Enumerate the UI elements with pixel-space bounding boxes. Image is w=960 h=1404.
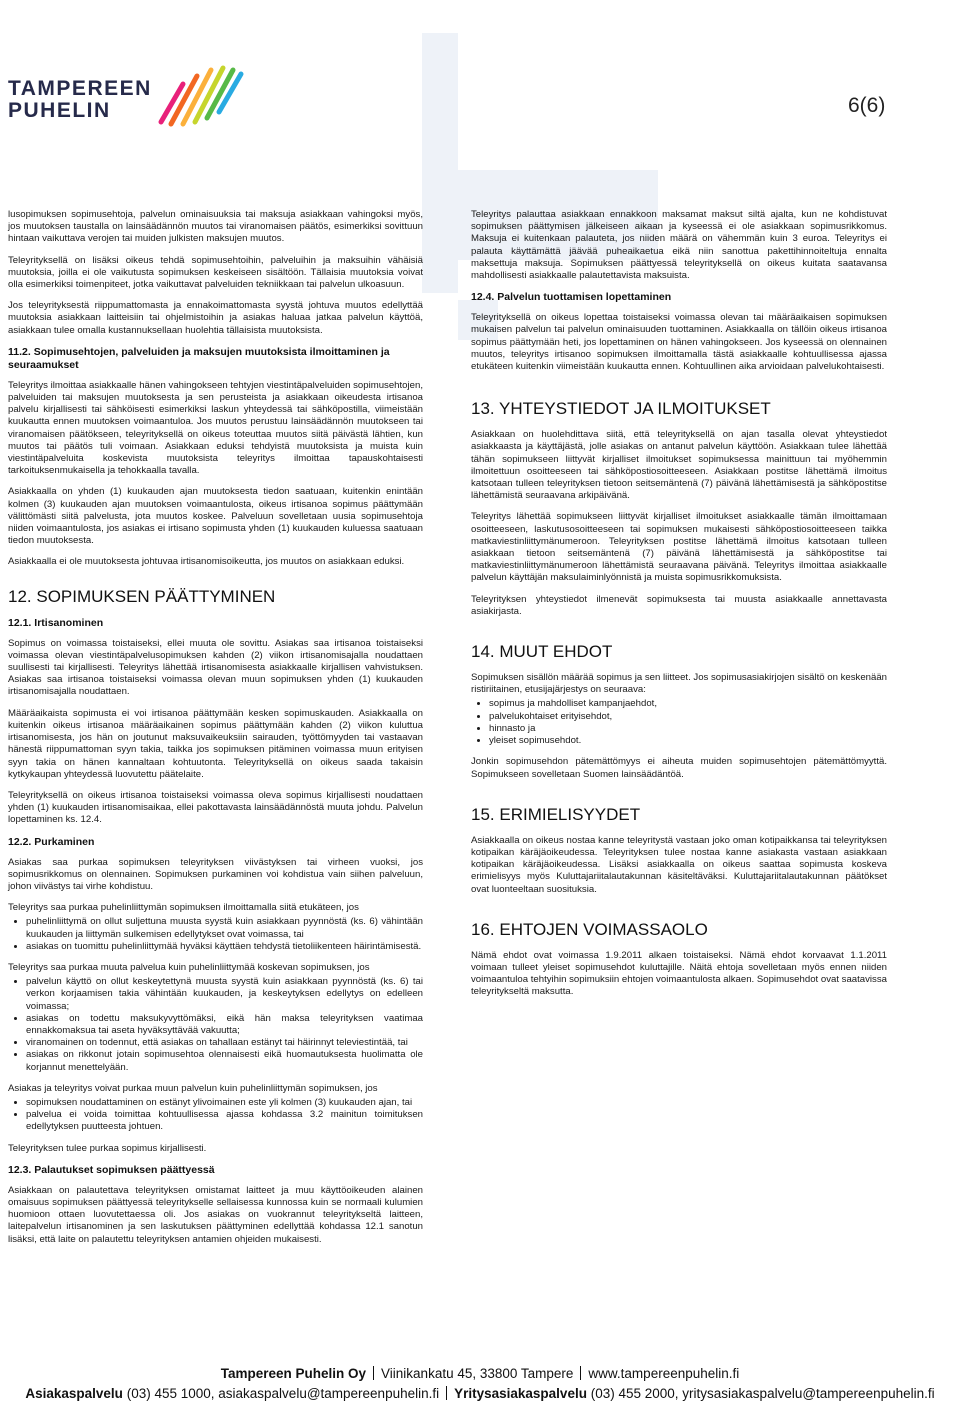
list-item: • asiakas on rikkonut jotain sopimusehtoa olennaisesti eikä huomautuksesta huolimatta ole korjannut menettelyään. bbox=[26, 1049, 423, 1073]
paragraph: Teleyritys saa purkaa puhelinliittymän sopimuksen ilmoittamalla siitä etukäteen, jos bbox=[8, 902, 359, 914]
list-item: • hinnasto ja bbox=[489, 723, 887, 735]
logo-text bbox=[8, 78, 152, 122]
list-item: • viranomainen on todennut, että asiakas on tahallaan estänyt tai häirinnyt televiestintää, tai bbox=[26, 1037, 423, 1049]
paragraph: Asiakas saa purkaa sopimuksen teleyrityksen viivästyksen tai virheen vuoksi, jos sopimusrikkomus on olennainen. Sopimuksen purkaminen voi kohdistua vain siihen palveluun, johon viivästys tai virhe kohdistuu. bbox=[8, 856, 423, 892]
paragraph: lusopimuksen sopimusehtoja, palvelun ominaisuuksia tai maksuja asiakkaan vahingoksi myös, jos muutoksen taustalla on lainsäädännön muutos tai viranomaisen päätös, esimerkiksi sovittuun hintaan vaikuttava verojen tai muiden julkisten maksujen muutos. bbox=[8, 209, 423, 245]
footer-line-2 bbox=[0, 1384, 960, 1404]
footer-separator bbox=[446, 1386, 447, 1400]
list-item: • sopimuksen noudattaminen on estänyt ylivoimainen este yli kolmen (3) kuukauden ajan, tai bbox=[26, 1097, 423, 1109]
bullet-list bbox=[8, 1097, 423, 1134]
list-item: • palvelua ei voida toimittaa kohtuullisessa ajassa kohdassa 3.2 mainitun toimituksen edellytyksen puutteesta johtuen. bbox=[26, 1109, 423, 1133]
paragraph: Teleyrityksellä on lisäksi oikeus tehdä sopimusehtoihin, palveluihin ja maksuihin vähäisiä muutoksia, joilla ei ole vaikutusta sopimuksen keskeiseen sisältöön. Tällaisia muutoksia voivat olla esimerkiksi toimenpiteet, jotka vaikuttavat palveluiden tekniikkaan tai palvelun ulkoasuun. bbox=[8, 254, 423, 291]
section-heading-12-1: 12.1. Irtisanominen bbox=[8, 616, 104, 629]
section-heading-14: 14. MUUT EHDOT bbox=[471, 642, 613, 662]
list-item: • palvelukohtaiset erityisehdot, bbox=[489, 711, 887, 723]
paragraph: Asiakkaalla on yhden (1) kuukauden ajan muutoksesta tiedon saatuaan, kuitenkin enintään kolmen (3) kuukauden ajan muutoksen voimaantulosta, oikeus irtisanoa sopimus päättymään välittömästi siitä palvelusta, jota muutos koskee. Palveluun sovelletaan uusia sopimusehtoja niiden voimaantulosta, jos asiakas ei irtisano sopimusta yhden (1) kuukauden kuluessa saatuaan tiedon muutoksesta. bbox=[8, 486, 423, 547]
section-heading-16: 16. EHTOJEN VOIMASSAOLO bbox=[471, 919, 708, 939]
logo-line-1: TAMPEREEN bbox=[8, 77, 152, 100]
left-column bbox=[8, 209, 423, 1255]
paragraph: Teleyritys ilmoittaa asiakkaalle hänen vahingokseen tehtyjen viestintäpalveluiden sopimusehtojen, palveluiden tai maksujen muutoksesta ja sen perusteista ja asiakkaan oikeudesta irtisanoa palvelu kirjallisesti tai sähköisesti esimerkiksi laskun yhteydessä tai sähköpostilla, viimeistään kuukautta ennen muutoksen voimaantuloa. Jos muutos perustuu lainsäädännön muutokseen tai viranomaisen päätökseen, teleyrityksellä on oikeus toteuttaa muutos siitä päivästä lähtien, kun muutos tai päätös tuli voimaan. Asiakkaan eduksi tehdyistä muutoksista ja muista kuin viestintäpalveluita koskevista muutoksista teleyritys ilmoittaa tapauskohtaisesti tarkoituksenmukaisella ja tehokkaalla tavalla. bbox=[8, 379, 423, 477]
footer-separator bbox=[373, 1366, 374, 1380]
paragraph: Asiakkaalla ei ole muutoksesta johtuvaa irtisanomisoikeutta, jos muutos on asiakkaan eduksi. bbox=[8, 556, 405, 568]
right-column bbox=[471, 209, 887, 1008]
paragraph: Nämä ehdot ovat voimassa 1.9.2011 alkaen toistaiseksi. Nämä ehdot korvaavat 1.1.2011 voimaan tulleet yleiset sopimusehdot kuluttajille. Näitä ehtoja sovelletaan myös ennen niiden voimaantuloa tehtyihin sopimuksiin ehtojen voimaantulosta alkaen. Sopimusehdot ovat saatavissa teleyritykseltä maksutta. bbox=[471, 949, 887, 998]
paragraph: Määräaikaista sopimusta ei voi irtisanoa päättymään kesken sopimuskauden. Asiakkaalla on kuitenkin oikeus irtisanoa määräaikainen sopimus päättymään kahden (2) viikon kuluttua irtisanomisesta, jos hän on joutunut maksuvaikeuksiin sairauden, työttömyyden tai vastaavan hänestä riippumattoman syyn takia, taikka jos sopimuksen pitäminen voimassa muun erityisen syyn takia on hänen kannaltaan kohtuutonta. Teleyrityksellä on oikeus saada takaisin kytkykaupan yhteydessä luovutettu päätelaite. bbox=[8, 707, 423, 780]
paragraph: Jos teleyrityksestä riippumattomasta ja ennakoimattomasta syystä johtuva muutos edellyttää muutoksia asiakkaan laitteisiin tai ohjelmistoihin ja asiakas haluaa jatkaa palvelun käyttöä, asiakkaan tulee omalla kustannuksellaan huolehtia tällaisista muutoksista. bbox=[8, 300, 423, 336]
paragraph: Asiakkaalla on oikeus nostaa kanne teleyritystä vastaan joko oman kotipaikkansa tai teleyrityksen kotipaikan käräjäoikeudessa. Teleyrityksen tulee nostaa kanne asiakasta vastaan asiakkaan kotipaikan käräjäoikeudessa. Lisäksi asiakkaalla on oikeus saattaa sopimusta koskeva erimielisyys myös Kuluttajariitalautakunnan käsiteltäväksi. Kuluttajariitalautakunnan päätökset ovat luonteeltaan suosituksia. bbox=[471, 834, 887, 895]
page-footer bbox=[0, 1364, 960, 1404]
paragraph: Teleyrityksellä on oikeus lopettaa toistaiseksi voimassa olevan tai määräaikaisen sopimuksen mukaisen palvelun tai palvelun ominaisuuden tuottaminen. Asiakkaalla on tällöin oikeus irtisanoa sopimus päättymään heti, jos lopettaminen on hänen vahingokseen. Jos kyseessä on olennainen muutos, teleyritys irtisanoo sopimuksen ilmoittamalla tästä asiakkaalle kohtuullisessa ajassa etukäteen kuitenkin viimeistään kuukautta ennen. Kohtuullinen aika arvioidaan palvelukohtaisesti. bbox=[471, 312, 887, 373]
footer-cs-contact[interactable]: (03) 455 1000, asiakaspalvelu@tampereenpuhelin.fi bbox=[126, 1386, 440, 1401]
paragraph: Asiakkaan on huolehdittava siitä, että teleyrityksellä on ajan tasalla olevat yhteystiedot asiakkaasta ja käyttäjästä, jolle asiakas on antanut palvelun käyttöön. Asiakkaan tulee lähettää tähän sopimukseen liittyvät kirjalliset ilmoitukset sopimuksessa mainittuun tai myöhemmin ilmoitettuun osoitteeseen tai sähköpostiosoitteeseen. Asiakkaan postitse lähettämä ilmoitus katsotaan tulleen teleyrityksen tietoon seitsemäntenä (7) päivänä lähettämisestä ja sähköpostitse lähettämistä seuraavana arkipäivänä. bbox=[471, 429, 887, 502]
footer-separator bbox=[580, 1366, 581, 1380]
bullet-list bbox=[471, 698, 887, 747]
footer-biz-contact[interactable]: (03) 455 2000, yritysasiakaspalvelu@tampereenpuhelin.fi bbox=[590, 1386, 935, 1401]
paragraph: Teleyritys palauttaa asiakkaan ennakkoon maksamat maksut siltä ajalta, kun ne kohdistuvat sopimuksen päättymisen jälkeiseen aikaan ja kyseessä ei ole asiakkaan sopimusrikkomus. Maksuja ei kuitenkaan palauteta, jos niiden määrä on vähemmän kuin 3 euroa. Teleyritys ei palauta käyttämättä jäävää puheaikaetua eikä niin sanottua pakettihinnoiteltuja ennalta maksettuja maksuja. Sopimuksen päättyessä teleyrityksellä on oikeus kuitata saatavansa mahdollisesti asiakkaalle palautettavista maksuista. bbox=[471, 209, 887, 282]
footer-address: Viinikankatu 45, 33800 Tampere bbox=[381, 1366, 574, 1381]
paragraph: Sopimus on voimassa toistaiseksi, ellei muuta ole sovittu. Asiakas saa irtisanoa toistaiseksi voimassa olevan viestintäpalvelusopimuksen kahden (2) viikon irtisanomisajalla noudattaen suullisesti tai kirjallisesti. Teleyritys lähettää irtisanomisesta asiakkaalle kirjallisen vahvistuksen. Asiakas saa irtisanoa toistaiseksi voimassa olevan muun sopimuksen yhden (1) kuukauden irtisanomisajalla noudattaen. bbox=[8, 637, 423, 698]
section-heading-13: 13. YHTEYSTIEDOT JA ILMOITUKSET bbox=[471, 399, 771, 419]
paragraph: Teleyrityksellä on oikeus irtisanoa toistaiseksi voimassa oleva sopimus kirjallisesti noudattaen yhden (1) kuukauden irtisanomisaikaa, ellei pakottavasta lainsäädännöstä muuta johdu. Palvelun lopettaminen ks. 12.4. bbox=[8, 789, 423, 826]
list-item: • puhelinliittymä on ollut suljettuna muusta syystä kuin asiakkaan pyynnöstä (ks. 6) vähintään kuukauden ja liittymän sulkemisen edellytykset ovat voimassa, tai bbox=[26, 916, 423, 940]
list-item: • sopimus ja mahdolliset kampanjaehdot, bbox=[489, 698, 887, 710]
paragraph: Teleyrityksen yhteystiedot ilmenevät sopimuksesta tai muusta asiakkaalle annettavasta asiakirjasta. bbox=[471, 593, 887, 617]
paragraph: Asiakas ja teleyritys voivat purkaa muun palvelun kuin puhelinliittymän sopimuksen, jos bbox=[8, 1082, 378, 1094]
list-item: • asiakas on todettu maksukyvyttömäksi, eikä hän maksa teleyrityksen vaatimaa ennakkomaksua tai aseta hyväksyttävää vakuutta; bbox=[26, 1013, 423, 1037]
section-heading-12-4: 12.4. Palvelun tuottamisen lopettaminen bbox=[471, 291, 672, 304]
section-heading-12-3: 12.3. Palautukset sopimuksen päättyessä bbox=[8, 1163, 215, 1176]
paragraph: Asiakkaan on palautettava teleyrityksen omistamat laitteet ja muu käyttöoikeuden alainen omaisuus sopimuksen päättyessä teleyritykselle sellaisessa kunnossa kuin se normaali kulumien huomioon ottaen luovutettaessa oli. Jos asiakas on vuokrannut teleyritykseltä laitteen, laitepalvelun irtisanominen ja sen laskutuksen päättyminen edellyttää kohdassa 12.1 sanotun lisäksi, että laite on palautettu teleyrityksen antamien ohjeiden mukaisesti. bbox=[8, 1184, 423, 1245]
logo-line-2: PUHELIN bbox=[8, 99, 111, 122]
footer-website-link[interactable]: www.tampereenpuhelin.fi bbox=[588, 1366, 740, 1381]
section-heading-15: 15. ERIMIELISYYDET bbox=[471, 804, 641, 824]
list-item: • yleiset sopimusehdot. bbox=[489, 735, 887, 747]
paragraph: Teleyritys lähettää sopimukseen liittyvät kirjalliset ilmoitukset asiakkaalle tämän ilmoittamaan osoitteeseen, laskutusosoitteeseen tai sopimuksen mukaisesti sähköpostiosoitteeseen taikka matkaviestinliittymänumeroon. Teleyrityksen postitse lähettämä ilmoitus katsotaan tulleen asiakkaan tietoon seitsemäntenä (7) päivänä lähettämisestä ja sähköpostitse tai matkaviestinliittymänumeroon lähettämistä seuraavana päivänä. Teleyritys ilmoittaa asiakkaalle palvelun käyttäjän maksulaiminlyönnistä ja muista sopimusrikkomuksista. bbox=[471, 511, 887, 584]
paragraph: Teleyrityksen tulee purkaa sopimus kirjallisesti. bbox=[8, 1142, 207, 1154]
section-heading-12-2: 12.2. Purkaminen bbox=[8, 835, 95, 848]
section-heading-12: 12. SOPIMUKSEN PÄÄTTYMINEN bbox=[8, 586, 276, 606]
paragraph: Teleyritys saa purkaa muuta palvelua kuin puhelinliittymää koskevan sopimuksen, jos bbox=[8, 961, 370, 973]
logo-stripes-icon bbox=[153, 60, 248, 130]
footer-cs-label: Asiakaspalvelu bbox=[25, 1386, 123, 1401]
footer-company: Tampereen Puhelin Oy bbox=[220, 1366, 367, 1381]
company-logo bbox=[8, 60, 248, 130]
bullet-list bbox=[8, 916, 423, 953]
list-item: • asiakas on tuomittu puhelinliittymää hyväksi käyttäen tehdystä tietoliikenteen häirintämisestä. bbox=[26, 941, 423, 953]
footer-biz-label: Yritysasiakaspalvelu bbox=[454, 1386, 587, 1401]
background-block bbox=[422, 33, 458, 293]
paragraph: Sopimuksen sisällön määrää sopimus ja sen liitteet. Jos sopimusasiakirjojen sisältö on keskenään ristiriitainen, etusijajärjestys on seuraava: bbox=[471, 672, 887, 696]
bullet-list bbox=[8, 976, 423, 1074]
paragraph: Jonkin sopimusehdon pätemättömyys ei aiheuta muiden sopimusehtojen pätemättömyyttä. Sopimukseen sovelletaan Suomen lainsäädäntöä. bbox=[471, 756, 887, 780]
footer-line-1 bbox=[0, 1364, 960, 1384]
section-heading-11-2: 11.2. Sopimusehtojen, palveluiden ja maksujen muutoksista ilmoittaminen ja seuraamukset bbox=[8, 345, 390, 371]
page-number: 6(6) bbox=[848, 94, 886, 117]
list-item: • palvelun käyttö on ollut keskeytettynä muusta syystä kuin asiakkaan pyynnöstä (ks. 6) tai verkon korjaamisen takia vähintään kuukauden, ja keskeytyksen edellytys on edelleen voimassa; bbox=[26, 976, 423, 1013]
